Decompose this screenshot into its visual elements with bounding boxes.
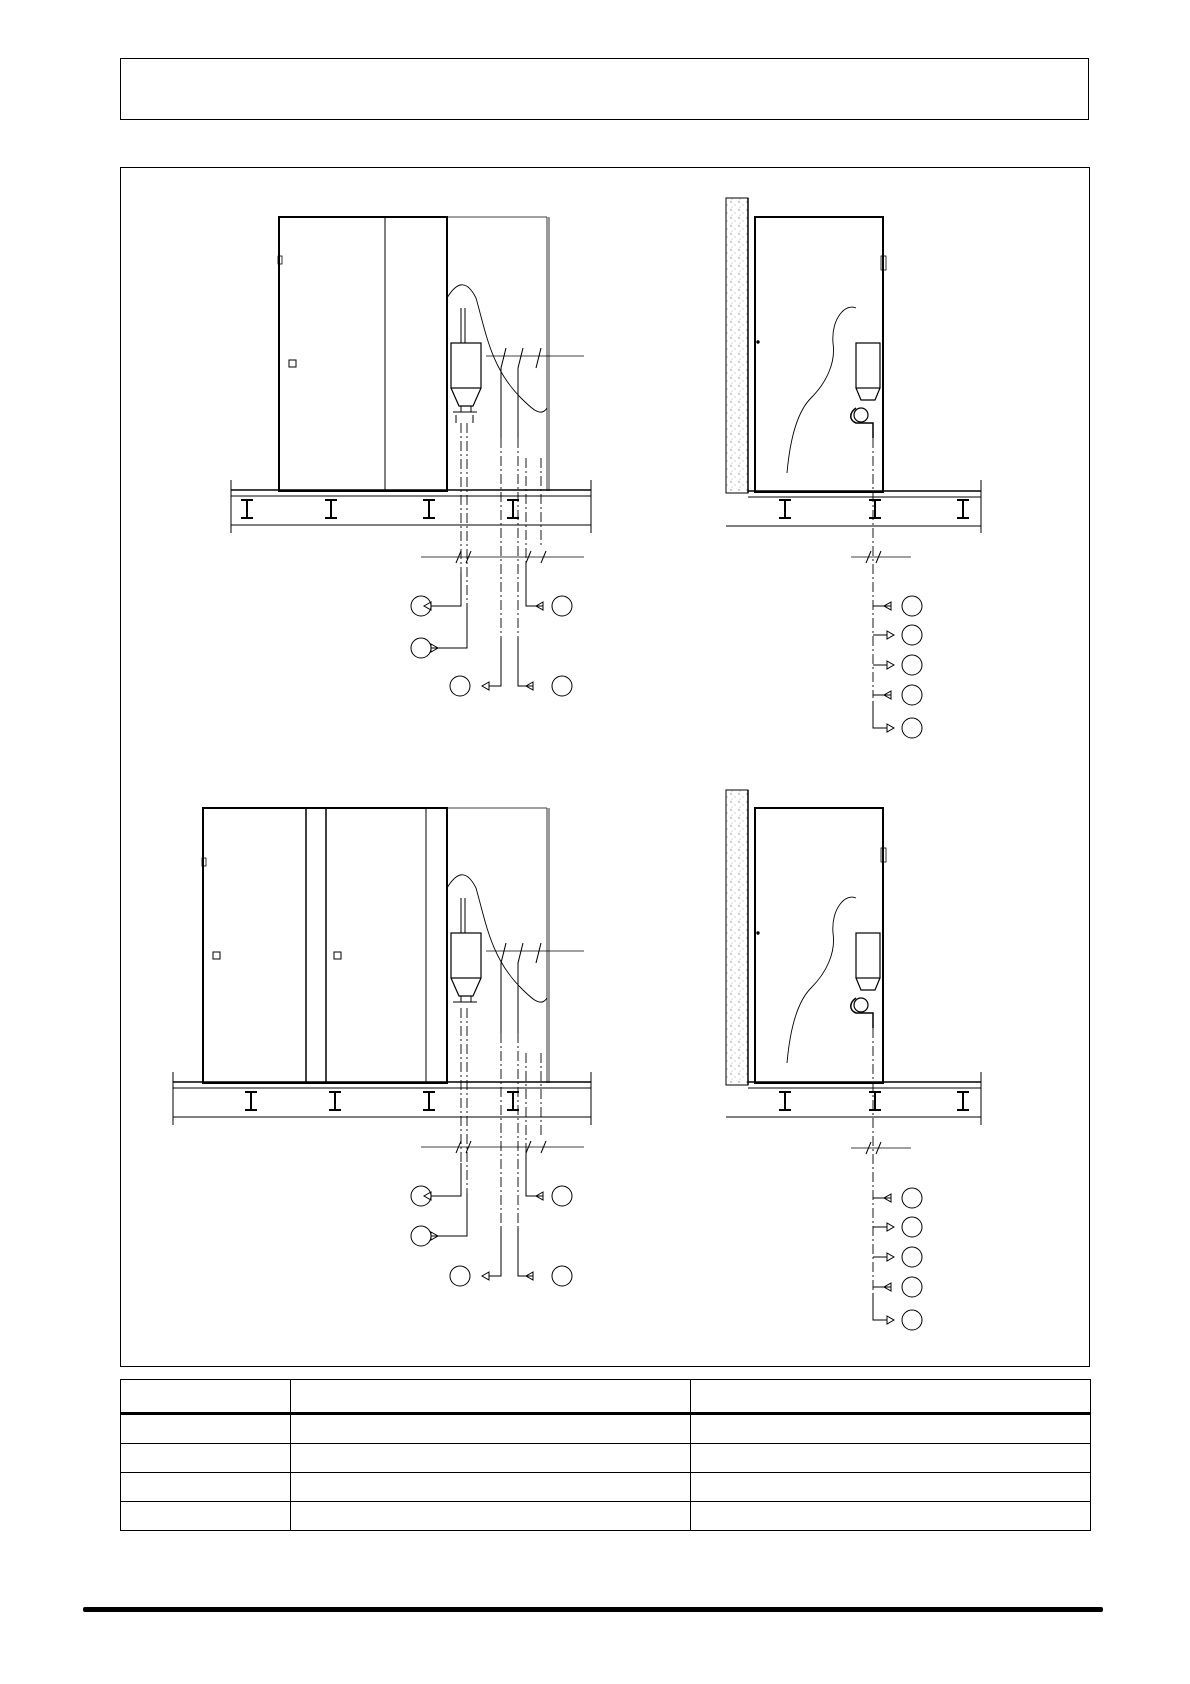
callout-bubble bbox=[411, 1186, 431, 1206]
table-cell bbox=[691, 1414, 1091, 1444]
pipe-risers bbox=[461, 1008, 541, 1228]
callout-bubble bbox=[411, 596, 431, 616]
table-row bbox=[121, 1502, 1091, 1531]
footer-rule bbox=[83, 1607, 1103, 1612]
table-cell bbox=[691, 1473, 1091, 1502]
table-header-cell bbox=[121, 1380, 291, 1414]
wc-fixture bbox=[851, 933, 880, 1028]
callout-bubble bbox=[902, 718, 922, 738]
callout-bubble bbox=[902, 685, 922, 705]
callout-leaders bbox=[424, 563, 543, 690]
table-cell bbox=[291, 1414, 691, 1444]
partition-panel bbox=[755, 217, 883, 492]
table-row bbox=[121, 1444, 1091, 1473]
side-section-lower bbox=[726, 790, 981, 1330]
callout-bubble bbox=[902, 1277, 922, 1297]
callout-bubble bbox=[450, 1266, 470, 1286]
callout-bubble bbox=[552, 596, 572, 616]
callout-bubble bbox=[552, 676, 572, 696]
floor-slab bbox=[173, 1072, 591, 1125]
callout-bubble bbox=[902, 1217, 922, 1237]
door-latch bbox=[334, 952, 341, 959]
door-latch bbox=[213, 952, 220, 959]
callout-bubble bbox=[902, 625, 922, 645]
table-cell bbox=[121, 1414, 291, 1444]
partition-panel bbox=[755, 808, 883, 1083]
table-cell bbox=[291, 1473, 691, 1502]
partition-panel bbox=[279, 217, 447, 491]
partition-panel bbox=[203, 808, 447, 1083]
break-line bbox=[447, 285, 547, 412]
side-section-upper bbox=[726, 198, 981, 738]
steel-beams bbox=[779, 1092, 969, 1110]
callout-bubble bbox=[902, 1188, 922, 1208]
table-header-cell bbox=[691, 1380, 1091, 1414]
callout-bubble bbox=[902, 1247, 922, 1267]
callout-bubble bbox=[552, 1186, 572, 1206]
callout-bubble bbox=[411, 1226, 431, 1246]
wc-fixture bbox=[451, 898, 481, 1002]
floor-slab bbox=[726, 480, 981, 533]
front-elevation-double bbox=[173, 808, 591, 1286]
steel-beams bbox=[245, 1092, 519, 1110]
table-header-cell bbox=[291, 1380, 691, 1414]
floor-slab bbox=[726, 1072, 981, 1125]
table-cell bbox=[691, 1502, 1091, 1531]
wc-fixture bbox=[851, 343, 880, 438]
drawing-frame bbox=[120, 167, 1090, 1367]
break-line bbox=[447, 875, 547, 1002]
callout-bubble bbox=[902, 655, 922, 675]
wc-fixture bbox=[451, 308, 481, 423]
break-line bbox=[787, 897, 856, 1063]
steel-beams bbox=[779, 500, 969, 518]
door-latch bbox=[289, 360, 296, 367]
callout-bubble bbox=[411, 638, 431, 658]
callout-leaders bbox=[424, 1153, 543, 1280]
table-cell bbox=[121, 1502, 291, 1531]
table-cell bbox=[121, 1473, 291, 1502]
table-cell bbox=[291, 1444, 691, 1473]
masonry-wall bbox=[726, 790, 748, 1085]
table-cell bbox=[691, 1444, 1091, 1473]
front-elevation-single bbox=[231, 217, 591, 696]
title-block bbox=[120, 58, 1089, 120]
callout-bubble bbox=[902, 1310, 922, 1330]
floor-slab bbox=[231, 480, 591, 533]
spec-table bbox=[120, 1379, 1091, 1531]
title-text bbox=[121, 59, 1088, 71]
callout-bubble bbox=[450, 676, 470, 696]
callout-bubble bbox=[902, 596, 922, 616]
table-cell bbox=[291, 1502, 691, 1531]
break-line bbox=[787, 307, 856, 473]
table-cell bbox=[121, 1444, 291, 1473]
table-header-row bbox=[121, 1380, 1091, 1414]
callout-bubble bbox=[552, 1266, 572, 1286]
steel-beams bbox=[241, 500, 519, 518]
table-row bbox=[121, 1414, 1091, 1444]
masonry-wall bbox=[726, 198, 748, 493]
callout-leaders bbox=[873, 1194, 894, 1324]
callout-leaders bbox=[873, 602, 894, 732]
table-row bbox=[121, 1473, 1091, 1502]
